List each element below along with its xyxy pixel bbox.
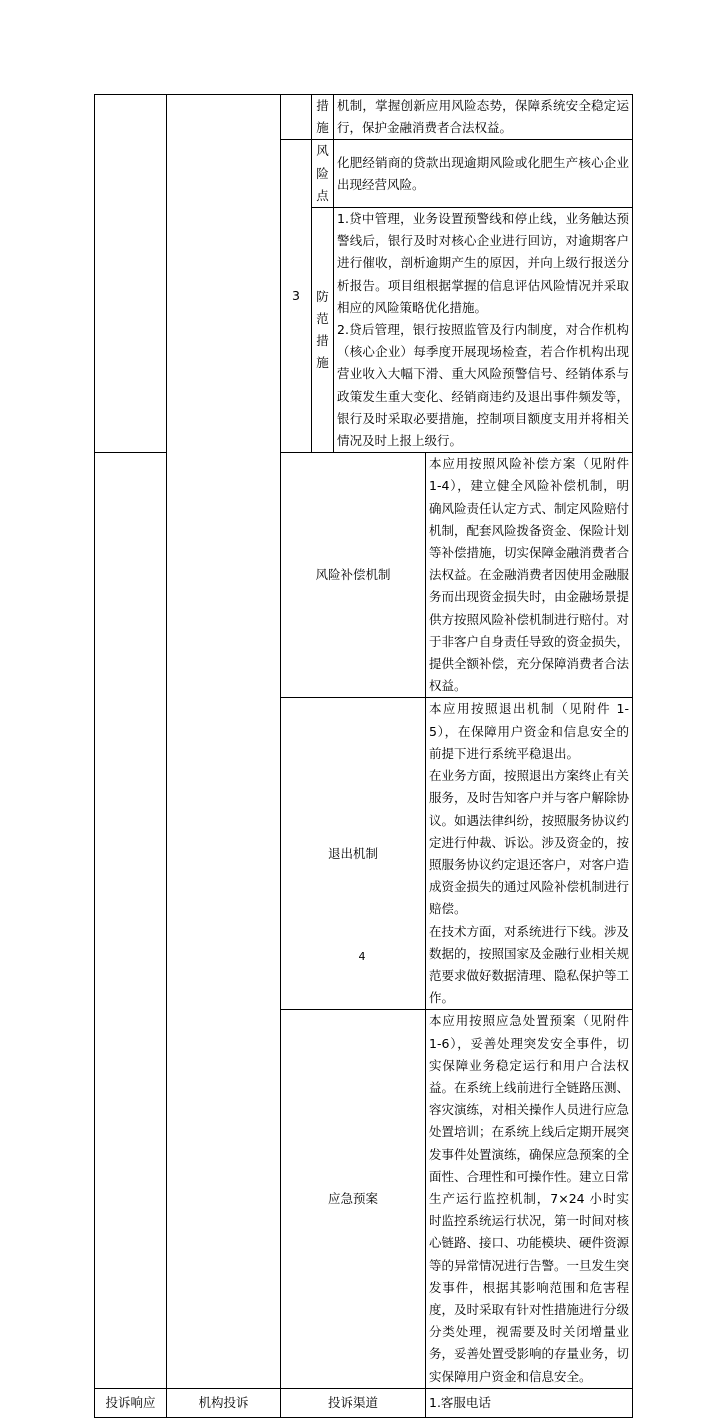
complaint-channel-label: 投诉渠道 <box>281 1388 426 1417</box>
blank-section-cell <box>95 95 167 453</box>
prevention-measure-text: 1.贷中管理，业务设置预警线和停止线，业务触达预警线后，银行及时对核心企业进行回访，对逾期客户进行催收，剖析逾期产生的原因，并向上级行报送分析报告。项目组根据掌握的信息评估风险情况并采取相应的风险策略优化措施。 2.贷后管理，银行按照监管及行内制度，对合作机构（核心企业）每季度开展现场检查，若合作机构出现营业收入大幅下滑、重大风险预警信号、经销体系与政策发生重大变化、经销商违约及退出事件频发等，银行及时采取必要措施，控制项目额度支用并将相关情况及时上报上级行。 <box>334 208 633 453</box>
mechanism-text: 本应用按照退出机制（见附件 1-5），在保障用户资金和信息安全的前提下进行系统平稳退出。 在业务方面，按照退出方案终止有关服务，及时告知客户并与客户解除协议。如遇法律纠纷，按照服务协议约定进行仲裁、诉讼。涉及资金的，按照服务协议约定退还客户，对客户造成资金损失的通过风险补偿机制进行赔偿。 在技术方面，对系统进行下线。涉及数据的，按照国家及金融行业相关规范要求做好数据清理、隐私保护等工作。 <box>426 698 633 1010</box>
prevention-measure-label: 防 范 措 施 <box>312 208 334 453</box>
mechanism-label: 应急预案 <box>281 1010 426 1388</box>
complaint-channel-value: 1.客服电话 <box>426 1388 633 1417</box>
continued-measure-label: 措 施 <box>312 95 334 140</box>
continued-measure-text: 机制，掌握创新应用风险态势，保障系统安全稳定运行，保护金融消费者合法权益。 <box>334 95 633 140</box>
risk-point-label: 风 险 点 <box>312 140 334 208</box>
risk-item-number: 3 <box>281 140 312 453</box>
blank-subsection-cell <box>167 95 281 1389</box>
mechanism-label: 退出机制 <box>281 698 426 1010</box>
page-number: 4 <box>358 950 366 963</box>
complaint-section-label: 投诉响应 <box>95 1388 167 1417</box>
risk-point-text: 化肥经销商的贷款出现逾期风险或化肥生产核心企业出现经营风险。 <box>334 140 633 208</box>
complaint-category-label: 机构投诉 <box>167 1388 281 1417</box>
blank-section-cell <box>95 453 167 1389</box>
mechanism-text: 本应用按照应急处置预案（见附件 1-6），妥善处理突发安全事件，切实保障业务稳定运行和用户合法权益。在系统上线前进行全链路压测、容灾演练，对相关操作人员进行应急处置培训；在系统上线后定期开展突发事件处置演练，确保应急预案的全面性、合理性和可操作性。建立日常生产运行监控机制，7×24 小时实时监控系统运行状况，第一时间对核心链路、接口、功能模块、硬件资源等的异常情况进行告警。一旦发生突发事件，根据其影响范围和危害程度，及时采取有针对性措施进行分级分类处理，视需要及时关闭增量业务，妥善处置受影响的存量业务，切实保障用户资金和信息安全。 <box>426 1010 633 1388</box>
table-row <box>95 95 633 140</box>
application-info-table <box>94 94 633 1418</box>
blank-number-cell <box>281 95 312 140</box>
mechanism-text: 本应用按照风险补偿方案（见附件 1-4），建立健全风险补偿机制，明确风险责任认定方式、制定风险赔付机制，配套风险拨备资金、保险计划等补偿措施，切实保障金融消费者合法权益。在金融消费者因使用金融服务而出现资金损失时，由金融场景提供方按照风险补偿机制进行赔付。对于非客户自身责任导致的资金损失，提供全额补偿，充分保障消费者合法权益。 <box>426 453 633 698</box>
table-row <box>95 1388 633 1417</box>
mechanism-label: 风险补偿机制 <box>281 453 426 698</box>
